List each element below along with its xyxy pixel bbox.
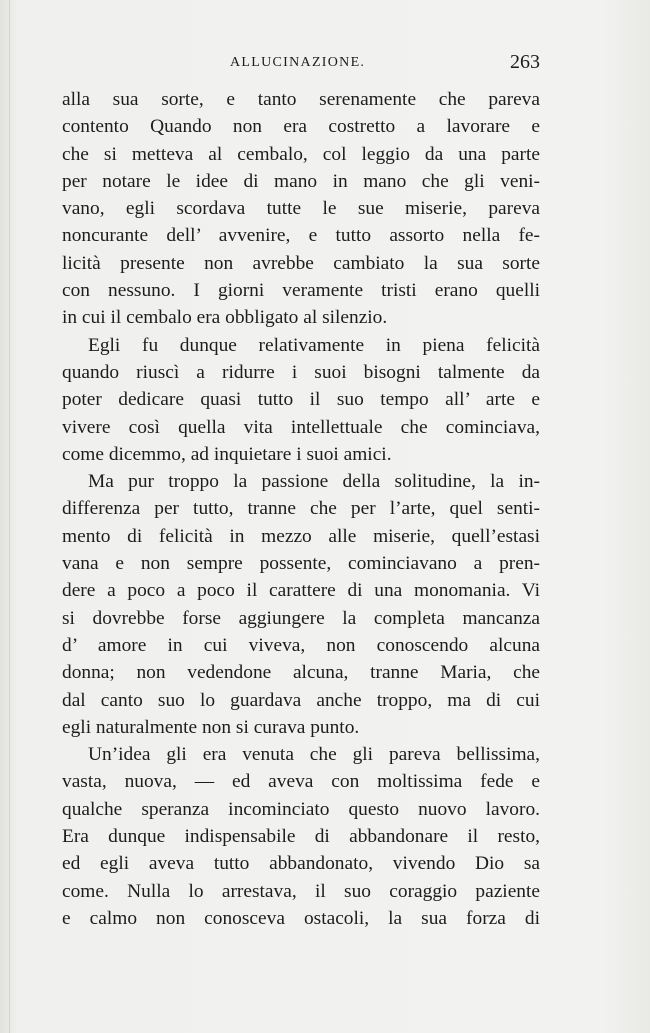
text-line: si dovrebbe forse aggiungere la completa mancanza — [62, 607, 540, 629]
text-line: Ma pur troppo la passione della solitudine, la in- — [88, 471, 540, 493]
text-line: Un’idea gli era venuta che gli pareva bellissima, — [88, 744, 540, 766]
text-line: poter dedicare quasi tutto il suo tempo all’ arte e — [62, 389, 540, 411]
page-header — [62, 52, 540, 76]
text-line: per notare le idee di mano in mano che gli veni- — [62, 170, 540, 192]
body-text — [62, 86, 540, 932]
text-line: dere a poco a poco il carattere di una monomania. Vi — [62, 580, 540, 602]
text-line: mento di felicità in mezzo alle miserie, quell’estasi — [62, 525, 540, 547]
text-line: Era dunque indispensabile di abbandonare il resto, — [62, 826, 540, 848]
text-line: che si metteva al cembalo, col leggio da una parte — [62, 143, 540, 165]
text-line: donna; non vedendone alcuna, tranne Maria, che — [62, 662, 540, 684]
text-line: vasta, nuova, — ed aveva con moltissima fede e — [62, 771, 540, 793]
text-line: dal canto suo lo guardava anche troppo, ma di cui — [62, 689, 540, 711]
page-fold-line — [9, 0, 10, 1033]
text-line: licità presente non avrebbe cambiato la sua sorte — [62, 252, 540, 274]
text-line: come. Nulla lo arrestava, il suo coraggio paziente — [62, 880, 540, 902]
text-line: ed egli aveva tutto abbandonato, vivendo Dio sa — [62, 853, 540, 875]
text-line: vano, egli scordava tutte le sue miserie, pareva — [62, 198, 540, 220]
text-line: Egli fu dunque relativamente in piena felicità — [88, 334, 540, 356]
text-line: egli naturalmente non si curava punto. — [62, 716, 360, 738]
text-line: alla sua sorte, e tanto serenamente che pareva — [62, 89, 540, 110]
text-line: qualche speranza incominciato questo nuovo lavoro. — [62, 798, 540, 820]
text-line: come dicemmo, ad inquietare i suoi amici. — [62, 443, 392, 465]
text-line: d’ amore in cui viveva, non conoscendo alcuna — [62, 634, 540, 656]
page-number: 263 — [510, 51, 540, 73]
text-line: in cui il cembalo era obbligato al silenzio. — [62, 307, 388, 329]
text-line: quando riuscì a ridurre i suoi bisogni talmente da — [62, 361, 540, 383]
text-line: noncurante dell’ avvenire, e tutto assorto nella fe- — [62, 225, 540, 247]
text-line: con nessuno. I giorni veramente tristi erano quelli — [62, 280, 540, 302]
text-line: e calmo non conosceva ostacoli, la sua forza di — [62, 907, 540, 929]
text-line: contento Quando non era costretto a lavorare e — [62, 116, 540, 138]
running-head: ALLUCINAZIONE. — [230, 55, 366, 70]
text-line: vivere così quella vita intellettuale che cominciava, — [62, 416, 540, 438]
text-line: vana e non sempre possente, cominciavano a pren- — [62, 553, 540, 575]
text-line: differenza per tutto, tranne che per l’arte, quel senti- — [62, 498, 540, 520]
